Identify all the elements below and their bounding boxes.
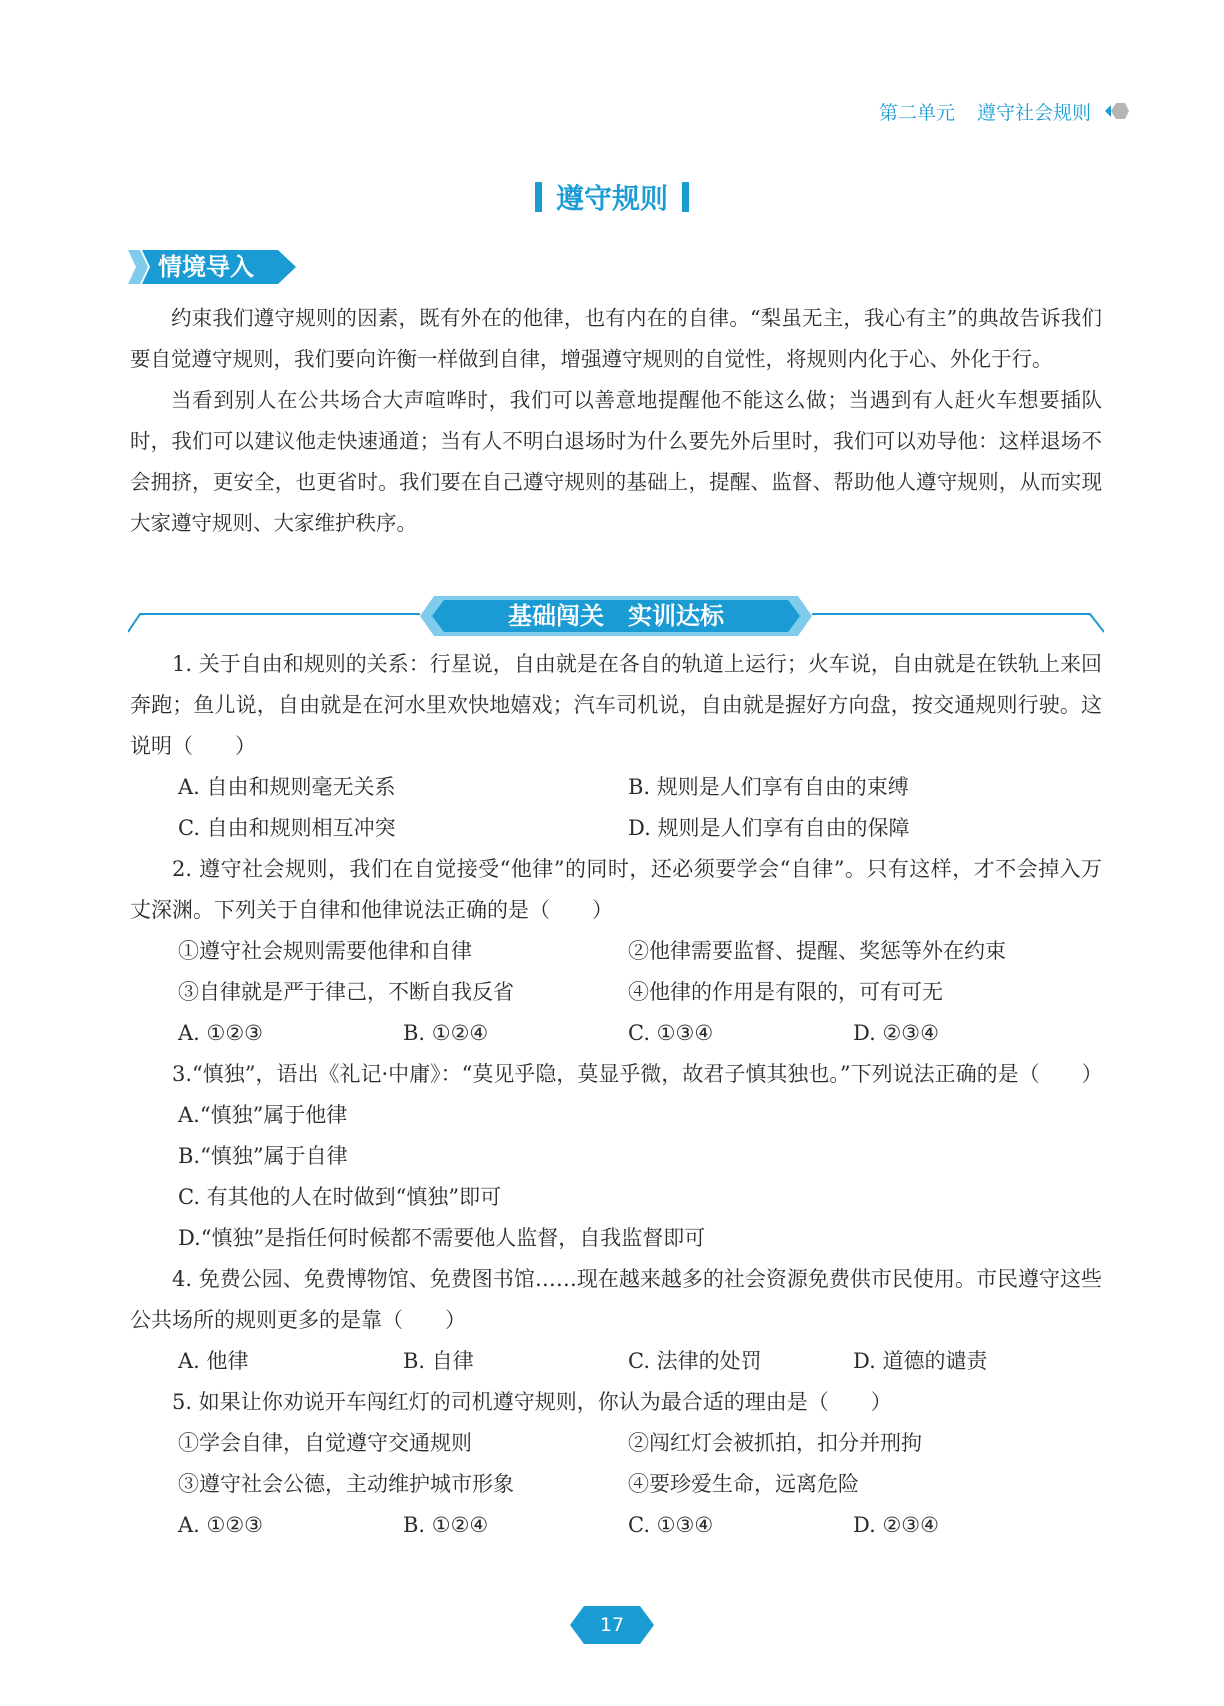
option-a: A.“慎独”属于他律 [178, 1103, 348, 1127]
option-d: D. ②③④ [853, 1021, 939, 1045]
question-5 [130, 1382, 1102, 1546]
statement-4: ④要珍爱生命，远离危险 [628, 1472, 859, 1496]
option-b: B. 自律 [403, 1349, 474, 1373]
option-d: D. ②③④ [853, 1513, 939, 1537]
option-c: C. 有其他的人在时做到“慎独”即可 [178, 1185, 502, 1209]
question-stem: 1. 关于自由和规则的关系：行星说，自由就是在各自的轨道上运行；火车说，自由就是在铁轨上来回奔跑；鱼儿说，自由就是在河水里欢快地嬉戏；汽车司机说，自由就是握好方向盘，按交通规则行驶。这说明（ ） [130, 652, 1102, 758]
option-c: C. ①③④ [628, 1513, 714, 1537]
question-4 [130, 1259, 1102, 1382]
title-bar-right [682, 182, 689, 212]
question-stem: 2. 遵守社会规则，我们在自觉接受“他律”的同时，还必须要学会“自律”。只有这样，才不会掉入万丈深渊。下列关于自律和他律说法正确的是（ ） [130, 857, 1102, 922]
question-2 [130, 849, 1102, 1054]
option-c: C. ①③④ [628, 1021, 714, 1045]
page-title-text: 遵守规则 [555, 182, 668, 215]
intro-paragraph: 当看到别人在公共场合大声喧哗时，我们可以善意地提醒他不能这么做；当遇到有人赶火车想要插队时，我们可以建议他走快速通道；当有人不明白退场时为什么要先外后里时，我们可以劝导他：这样退场不会拥挤，更安全，也更省时。我们要在自己遵守规则的基础上，提醒、监督、帮助他人遵守规则，从而实现大家遵守规则、大家维护秩序。 [130, 388, 1102, 535]
option-b: B.“慎独”属于自律 [178, 1144, 348, 1168]
intro-paragraph: 约束我们遵守规则的因素，既有外在的他律，也有内在的自律。“梨虽无主，我心有主”的典故告诉我们要自觉遵守规则，我们要向许衡一样做到自律，增强遵守规则的自觉性，将规则内化于心、外化于行。 [130, 306, 1102, 371]
option-row [130, 767, 1102, 808]
statement-1: ①学会自律，自觉遵守交通规则 [178, 1431, 472, 1455]
statement-row [130, 972, 1102, 1013]
page-number-badge [570, 1606, 654, 1644]
option-row [130, 1341, 1102, 1382]
option-c: C. 自由和规则相互冲突 [178, 816, 396, 840]
option-d: D. 规则是人们享有自由的保障 [628, 816, 910, 840]
option-a: A. 他律 [178, 1349, 249, 1373]
option-b: B. ①②④ [403, 1513, 489, 1537]
page-number: 17 [599, 1614, 625, 1636]
option-a: A. 自由和规则毫无关系 [178, 775, 396, 799]
question-stem: 4. 免费公园、免费博物馆、免费图书馆……现在越来越多的社会资源免费供市民使用。市民遵守这些公共场所的规则更多的是靠（ ） [130, 1267, 1102, 1332]
option-a: A. ①②③ [178, 1021, 263, 1045]
page-title [0, 177, 1224, 217]
option-d: D. 道德的谴责 [853, 1349, 988, 1373]
option-row [130, 1505, 1102, 1546]
option-a: A. ①②③ [178, 1513, 263, 1537]
statement-row [130, 1464, 1102, 1505]
statement-3: ③自律就是严于律己，不断自我反省 [178, 980, 514, 1004]
question-stem: 5. 如果让你劝说开车闯红灯的司机遵守规则，你认为最合适的理由是（ ） [172, 1390, 892, 1414]
intro-text [130, 298, 1102, 544]
statement-row [130, 1423, 1102, 1464]
running-header [879, 96, 1129, 126]
option-b: B. 规则是人们享有自由的束缚 [628, 775, 909, 799]
option-d: D.“慎独”是指任何时候都不需要他人监督，自我监督即可 [178, 1226, 706, 1250]
option-c: C. 法律的处罚 [628, 1349, 762, 1373]
option-row [130, 808, 1102, 849]
statement-3: ③遵守社会公德，主动维护城市形象 [178, 1472, 514, 1496]
question-1 [130, 644, 1102, 849]
statement-2: ②闯红灯会被抓拍，扣分并刑拘 [628, 1431, 922, 1455]
section-banner-practice [128, 592, 1104, 640]
question-list [130, 644, 1102, 1546]
option-row [130, 1013, 1102, 1054]
statement-4: ④他律的作用是有限的，可有可无 [628, 980, 943, 1004]
title-bar-left [535, 182, 542, 212]
statement-2: ②他律需要监督、提醒、奖惩等外在约束 [628, 939, 1006, 963]
option-b: B. ①②④ [403, 1021, 489, 1045]
header-unit: 第二单元 [878, 101, 955, 124]
question-stem: 3.“慎独”，语出《礼记·中庸》：“莫见乎隐，莫显乎微，故君子慎其独也。”下列说法正确的是（ ） [172, 1062, 1103, 1086]
statement-1: ①遵守社会规则需要他律和自律 [178, 939, 472, 963]
statement-row [130, 931, 1102, 972]
arrow-marker-icon [1095, 100, 1129, 122]
header-topic: 遵守社会规则 [976, 101, 1091, 124]
section-tag-intro [128, 246, 298, 288]
section-banner-label: 基础闯关 实训达标 [508, 602, 724, 630]
question-3 [130, 1054, 1102, 1259]
section-tag-intro-label: 情境导入 [158, 253, 254, 281]
